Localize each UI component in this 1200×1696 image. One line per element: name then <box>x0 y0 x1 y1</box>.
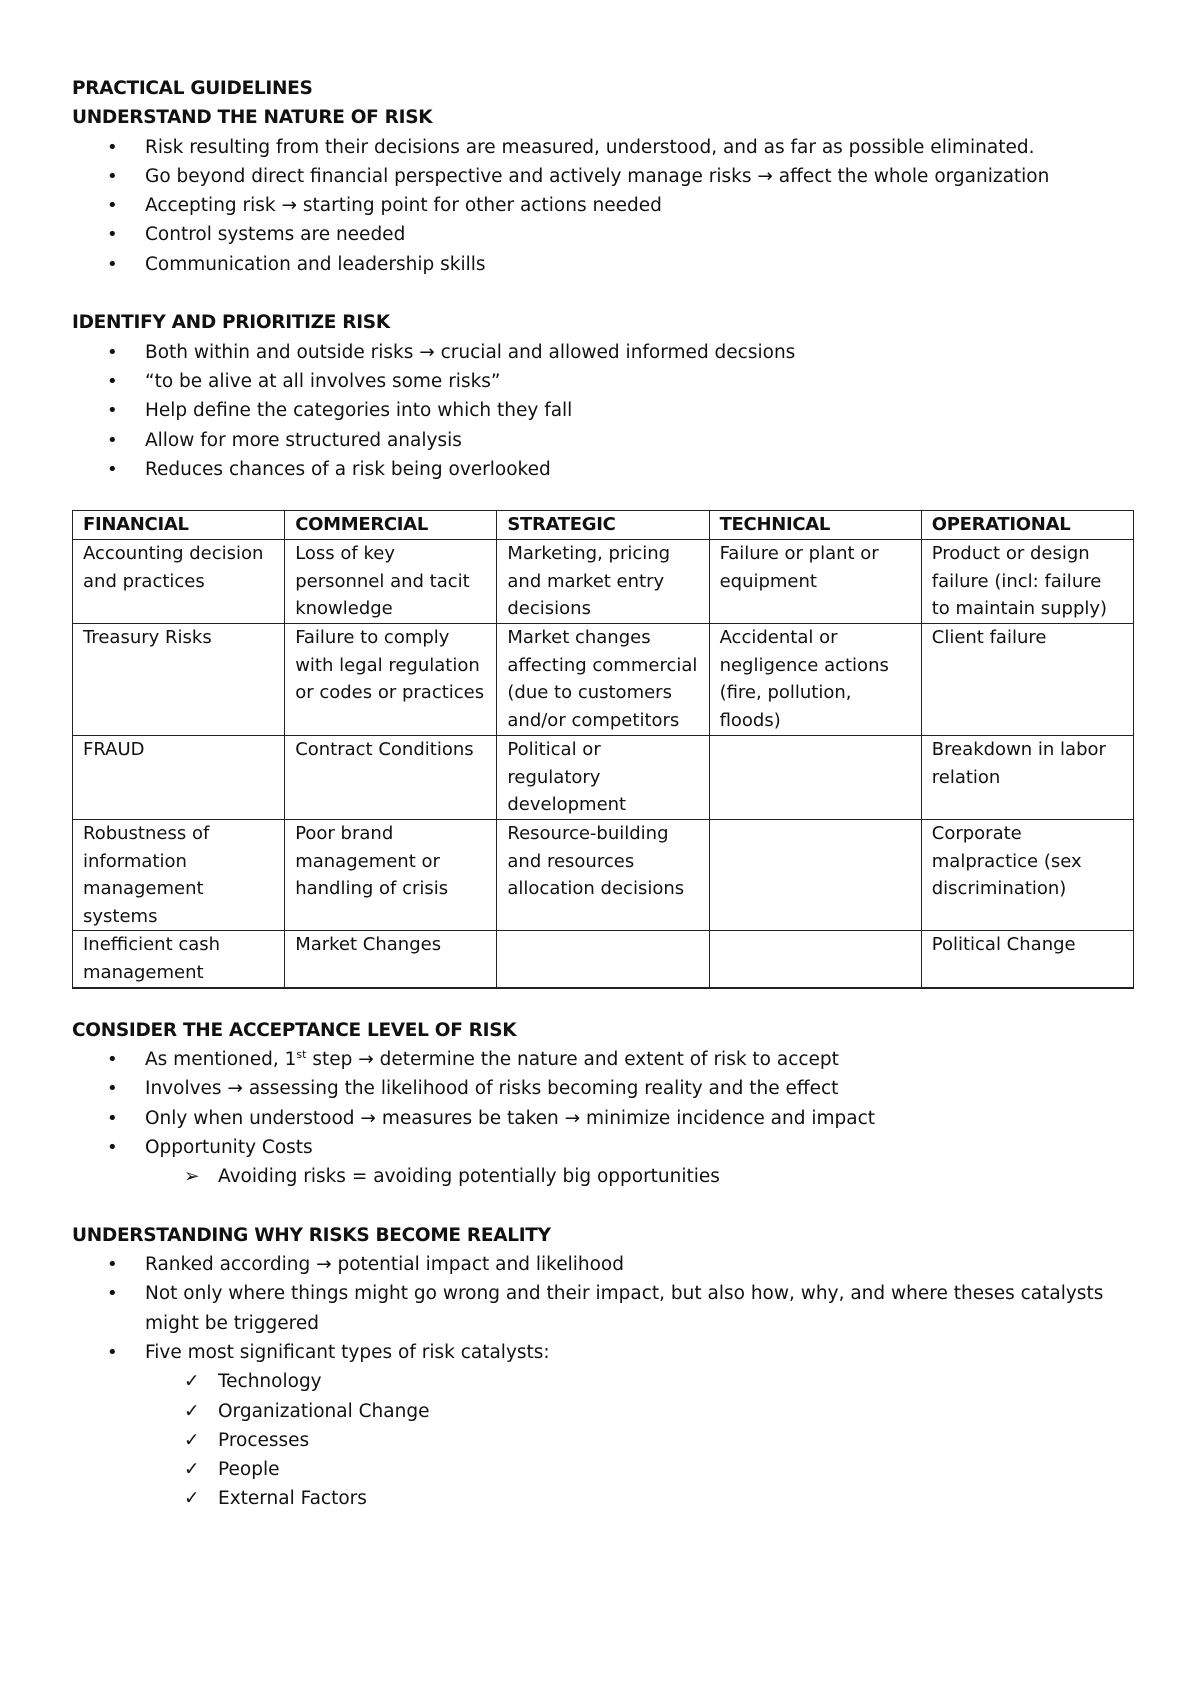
table-cell <box>709 736 921 820</box>
table-row <box>73 736 1134 820</box>
checkmark-icon: ✓ <box>184 1429 200 1451</box>
table-cell: Poor brand management or handling of crisis <box>285 820 497 931</box>
table-cell: Breakdown in labor relation <box>921 736 1133 820</box>
checkmark-icon: ✓ <box>184 1488 200 1510</box>
checklist-item-text: Organizational Change <box>218 1400 430 1422</box>
sub-list-item <box>72 1162 1128 1191</box>
checklist-item-text: Technology <box>218 1371 322 1393</box>
list-item: • Allow for more structured analysis <box>72 426 1128 455</box>
checklist-item-text: Processes <box>218 1429 310 1451</box>
section-heading-reality: UNDERSTANDING WHY RISKS BECOME REALITY <box>72 1224 551 1246</box>
table-cell: Robustness of information management systems <box>73 820 285 931</box>
section-heading-identify: IDENTIFY AND PRIORITIZE RISK <box>72 312 390 334</box>
list-reality <box>72 1250 1128 1514</box>
list-item: • Communication and leadership skills <box>72 250 1128 279</box>
table-cell: Inefficient cash management <box>73 931 285 988</box>
table-cell: Political Change <box>921 931 1133 988</box>
table-header-row <box>73 511 1134 540</box>
header-financial: FINANCIAL <box>73 511 285 540</box>
table-cell: Failure to comply with legal regulation or codes or practices <box>285 624 497 736</box>
checklist-item <box>72 1426 1128 1455</box>
header-commercial: COMMERCIAL <box>285 511 497 540</box>
table-cell: Contract Conditions <box>285 736 497 820</box>
table-cell: Resource-building and resources allocation decisions <box>497 820 709 931</box>
checkmark-icon: ✓ <box>184 1459 200 1481</box>
header-strategic: STRATEGIC <box>497 511 709 540</box>
table-cell: FRAUD <box>73 736 285 820</box>
checklist-item-text: People <box>218 1459 280 1481</box>
list-item-text: As mentioned, 1 <box>145 1048 297 1070</box>
sub-list-item-text: Avoiding risks = avoiding potentially big opportunities <box>218 1166 720 1188</box>
header-technical: TECHNICAL <box>709 511 921 540</box>
checklist-item <box>72 1455 1128 1484</box>
list-item: • Help define the categories into which they fall <box>72 396 1128 425</box>
list-nature <box>72 133 1128 279</box>
table-cell <box>709 820 921 931</box>
list-item: • Reduces chances of a risk being overlooked <box>72 455 1128 484</box>
section-heading-acceptance: CONSIDER THE ACCEPTANCE LEVEL OF RISK <box>72 1019 517 1041</box>
checklist-item <box>72 1397 1128 1426</box>
table-cell: Marketing, pricing and market entry decisions <box>497 540 709 624</box>
list-item-text: step → determine the nature and extent of risk to accept <box>306 1048 839 1070</box>
list-item: • “to be alive at all involves some risks” <box>72 367 1128 396</box>
table-cell: Loss of key personnel and tacit knowledge <box>285 540 497 624</box>
list-item: • Five most significant types of risk catalysts: <box>72 1338 1128 1367</box>
table-cell: Political or regulatory development <box>497 736 709 820</box>
list-acceptance <box>72 1045 1128 1191</box>
table-row <box>73 624 1134 736</box>
section-heading-nature: UNDERSTAND THE NATURE OF RISK <box>72 107 433 129</box>
table-cell: Market Changes <box>285 931 497 988</box>
table-row <box>73 931 1134 988</box>
list-item: • Go beyond direct financial perspective and actively manage risks → affect the whole organization <box>72 162 1128 191</box>
checklist-item <box>72 1484 1128 1513</box>
table-cell: Corporate malpractice (sex discrimination) <box>921 820 1133 931</box>
list-item: • Accepting risk → starting point for other actions needed <box>72 191 1128 220</box>
checklist-item-text: External Factors <box>218 1488 367 1510</box>
list-item: • Control systems are needed <box>72 220 1128 249</box>
list-identify <box>72 338 1128 484</box>
table-cell <box>709 931 921 988</box>
table-cell: Accidental or negligence actions (fire, pollution, floods) <box>709 624 921 736</box>
table-cell: Client failure <box>921 624 1133 736</box>
table-cell: Market changes affecting commercial (due to customers and/or competitors <box>497 624 709 736</box>
list-item: • Only when understood → measures be taken → minimize incidence and impact <box>72 1104 1128 1133</box>
table-cell: Failure or plant or equipment <box>709 540 921 624</box>
table-cell: Product or design failure (incl: failure to maintain supply) <box>921 540 1133 624</box>
document-title: PRACTICAL GUIDELINES <box>72 78 313 99</box>
ordinal-suffix: st <box>296 1047 307 1061</box>
table-row <box>73 540 1134 624</box>
arrowhead-bullet-icon: ➢ <box>184 1166 200 1188</box>
list-item <box>72 1045 1128 1074</box>
header-operational: OPERATIONAL <box>921 511 1133 540</box>
table-cell: Treasury Risks <box>73 624 285 736</box>
checkmark-icon: ✓ <box>184 1371 200 1393</box>
risk-categories-table <box>72 510 1134 989</box>
list-item: • Opportunity Costs <box>72 1133 1128 1162</box>
table-cell <box>497 931 709 988</box>
list-item: • Involves → assessing the likelihood of risks becoming reality and the effect <box>72 1074 1128 1103</box>
list-item: • Risk resulting from their decisions are measured, understood, and as far as possible eliminated. <box>72 133 1128 162</box>
list-item: • Both within and outside risks → crucial and allowed informed decsions <box>72 338 1128 367</box>
list-item: • Ranked according → potential impact and likelihood <box>72 1250 1128 1279</box>
list-item: • Not only where things might go wrong and their impact, but also how, why, and where theses catalysts might be triggered <box>72 1279 1128 1338</box>
checkmark-icon: ✓ <box>184 1400 200 1422</box>
checklist-item <box>72 1367 1128 1396</box>
table-cell: Accounting decision and practices <box>73 540 285 624</box>
table-row <box>73 820 1134 931</box>
